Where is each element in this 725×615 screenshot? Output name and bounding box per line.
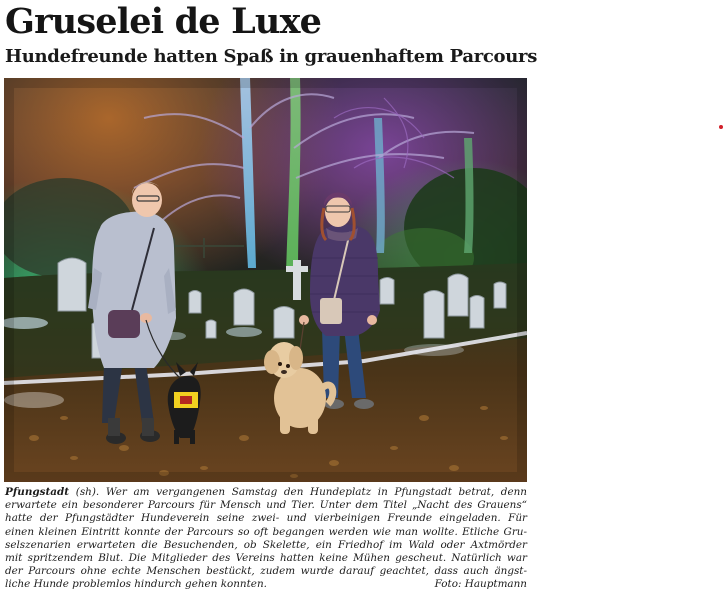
article-line-6: mit spritzendem Blut. Die Mitglieder des Vereins hatten keine Mühen gescheut. Natürlich war <box>5 552 527 565</box>
article-body <box>5 486 527 592</box>
article-line-2: erwartete ein besonderer Parcours für Mensch und Tier. Unter dem Titel „Nacht des Grauens“ <box>5 499 527 512</box>
article-line-7: der Parcours ohne echte Menschen bestückt, zudem wurde darauf geachtet, dass auch ängst- <box>5 565 527 578</box>
photo-credit: Foto: Hauptmann <box>434 578 527 591</box>
subheadline: Hundefreunde hatten Spaß in grauenhaftem Parcours <box>5 46 538 67</box>
dateline: Pfungstadt <box>5 486 70 498</box>
article-line-5: selszenarien erwarteten die Besuchenden, ob Skelette, ein Friedhof im Wald oder Axtmörder <box>5 538 527 551</box>
article-photo <box>4 78 527 482</box>
article-line-4: einen kleinen Eintritt konnte der Parcours so oft begangen werden wie man wollte. Etliche Gru- <box>5 525 527 538</box>
headline: Gruselei de Luxe <box>5 1 322 42</box>
margin-marker-dot <box>719 125 723 129</box>
article-line-8: liche Hunde problemlos hindurch gehen konnten. Foto: Hauptmann <box>5 578 527 591</box>
article-line-3: hatte der Pfungstädter Hundeverein seine zwei- und vierbeinigen Freunde eingeladen. Für <box>5 512 527 525</box>
article-line-1: Pfungstadt (sh). Wer am vergangenen Samstag den Hundeplatz in Pfungstadt betrat, denn <box>5 486 527 498</box>
